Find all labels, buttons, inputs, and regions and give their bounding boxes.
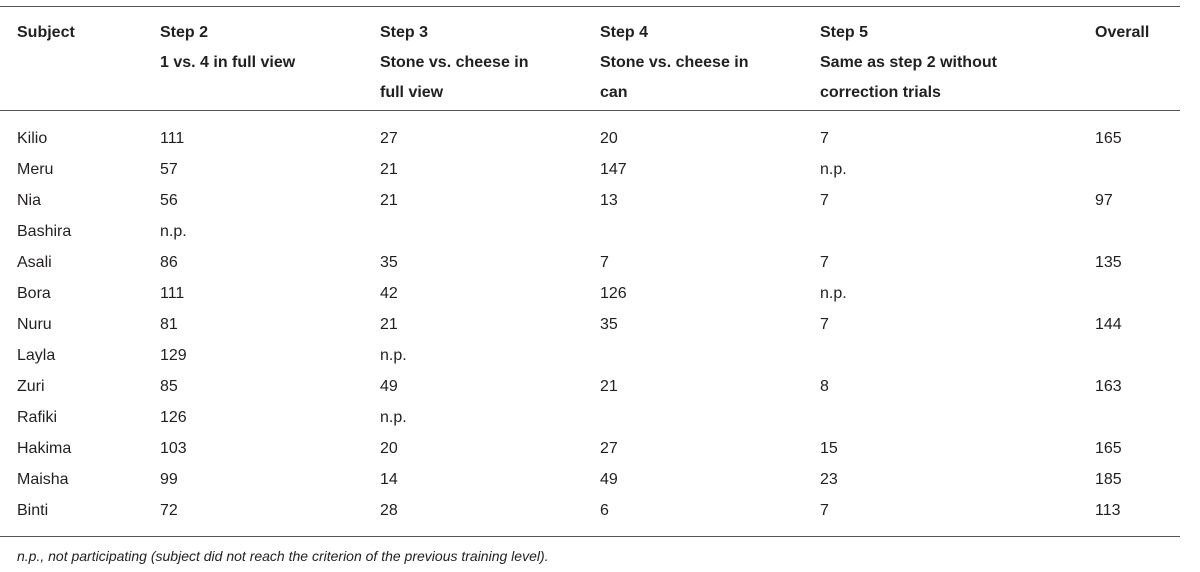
cell-subject: Nia — [17, 192, 42, 209]
table-row — [0, 216, 1180, 247]
cell-step-3: 21 — [380, 316, 398, 333]
header-subject-line: Subject — [17, 24, 75, 41]
table-row — [0, 464, 1180, 495]
cell-step-3: 35 — [380, 254, 398, 271]
table-row — [0, 309, 1180, 340]
cell-subject: Meru — [17, 161, 54, 178]
table-row — [0, 433, 1180, 464]
cell-overall: 165 — [1095, 440, 1122, 457]
cell-overall: 97 — [1095, 192, 1113, 209]
header-step-3 — [380, 18, 529, 108]
table-row — [0, 247, 1180, 278]
table-row — [0, 278, 1180, 309]
header-step-5 — [820, 18, 997, 108]
cell-overall: 113 — [1095, 502, 1121, 519]
cell-step-2: 57 — [160, 161, 178, 178]
table-row — [0, 123, 1180, 154]
table-header-rule — [0, 110, 1180, 111]
cell-step-5: n.p. — [820, 161, 847, 178]
cell-step-5: n.p. — [820, 285, 847, 302]
cell-step-3: 42 — [380, 285, 398, 302]
cell-step-4: 13 — [600, 192, 618, 209]
header-subject — [17, 18, 75, 48]
cell-step-2: 111 — [160, 285, 185, 302]
header-overall-line: Overall — [1095, 24, 1150, 41]
cell-step-4: 49 — [600, 471, 618, 488]
header-step-3-desc-1: Stone vs. cheese in — [380, 54, 529, 71]
table-row — [0, 402, 1180, 433]
cell-step-5: 8 — [820, 378, 829, 395]
table-footnote: n.p., not participating (subject did not reach the criterion of the previous training level). — [17, 548, 549, 564]
cell-overall: 165 — [1095, 130, 1122, 147]
header-step-2-desc: 1 vs. 4 in full view — [160, 54, 296, 71]
header-step-3-desc-2: full view — [380, 84, 444, 101]
cell-step-4: 27 — [600, 440, 618, 457]
cell-subject: Layla — [17, 347, 56, 364]
header-step-4-desc-1: Stone vs. cheese in — [600, 54, 749, 71]
cell-subject: Kilio — [17, 130, 48, 147]
cell-step-4: 147 — [600, 161, 627, 178]
table-row — [0, 154, 1180, 185]
cell-step-2: 81 — [160, 316, 178, 333]
cell-step-5: 7 — [820, 502, 829, 519]
table-row — [0, 495, 1180, 526]
table-bottom-rule — [0, 536, 1180, 537]
cell-step-2: n.p. — [160, 223, 187, 240]
header-step-3-title: Step 3 — [380, 24, 429, 41]
table-row — [0, 185, 1180, 216]
cell-step-3: 49 — [380, 378, 398, 395]
cell-subject: Nuru — [17, 316, 52, 333]
cell-step-5: 15 — [820, 440, 838, 457]
cell-step-3: n.p. — [380, 347, 407, 364]
cell-step-5: 7 — [820, 254, 829, 271]
cell-step-2: 103 — [160, 440, 187, 457]
cell-step-3: n.p. — [380, 409, 407, 426]
cell-step-3: 20 — [380, 440, 398, 457]
cell-step-3: 21 — [380, 192, 398, 209]
cell-step-4: 35 — [600, 316, 618, 333]
table-row — [0, 340, 1180, 371]
cell-step-5: 7 — [820, 192, 829, 209]
cell-subject: Bora — [17, 285, 51, 302]
header-step-2 — [160, 18, 295, 78]
cell-step-4: 126 — [600, 285, 627, 302]
cell-step-2: 126 — [160, 409, 187, 426]
cell-step-3: 27 — [380, 130, 398, 147]
cell-step-2: 85 — [160, 378, 178, 395]
cell-step-2: 111 — [160, 130, 185, 147]
cell-subject: Rafiki — [17, 409, 58, 426]
cell-step-4: 21 — [600, 378, 618, 395]
cell-step-2: 56 — [160, 192, 178, 209]
table-top-rule — [0, 6, 1180, 7]
cell-subject: Zuri — [17, 378, 45, 395]
cell-overall: 144 — [1095, 316, 1122, 333]
cell-step-2: 129 — [160, 347, 187, 364]
cell-step-3: 28 — [380, 502, 398, 519]
cell-step-5: 7 — [820, 316, 829, 333]
cell-subject: Maisha — [17, 471, 69, 488]
cell-step-3: 14 — [380, 471, 398, 488]
cell-overall: 185 — [1095, 471, 1122, 488]
cell-step-5: 7 — [820, 130, 829, 147]
header-overall — [1095, 18, 1149, 48]
header-step-5-desc-2: correction trials — [820, 84, 941, 101]
header-step-4 — [600, 18, 749, 108]
header-step-2-title: Step 2 — [160, 24, 209, 41]
cell-subject: Asali — [17, 254, 52, 271]
table-row — [0, 371, 1180, 402]
cell-step-2: 86 — [160, 254, 178, 271]
cell-subject: Bashira — [17, 223, 72, 240]
cell-overall: 135 — [1095, 254, 1122, 271]
cell-step-4: 20 — [600, 130, 618, 147]
cell-step-3: 21 — [380, 161, 398, 178]
header-step-5-title: Step 5 — [820, 24, 869, 41]
cell-subject: Binti — [17, 502, 49, 519]
header-step-4-title: Step 4 — [600, 24, 649, 41]
header-step-5-desc-1: Same as step 2 without — [820, 54, 997, 71]
cell-step-5: 23 — [820, 471, 838, 488]
cell-step-4: 6 — [600, 502, 609, 519]
cell-step-2: 99 — [160, 471, 178, 488]
cell-step-2: 72 — [160, 502, 178, 519]
cell-step-4: 7 — [600, 254, 609, 271]
header-step-4-desc-2: can — [600, 84, 628, 101]
cell-overall: 163 — [1095, 378, 1122, 395]
cell-subject: Hakima — [17, 440, 72, 457]
